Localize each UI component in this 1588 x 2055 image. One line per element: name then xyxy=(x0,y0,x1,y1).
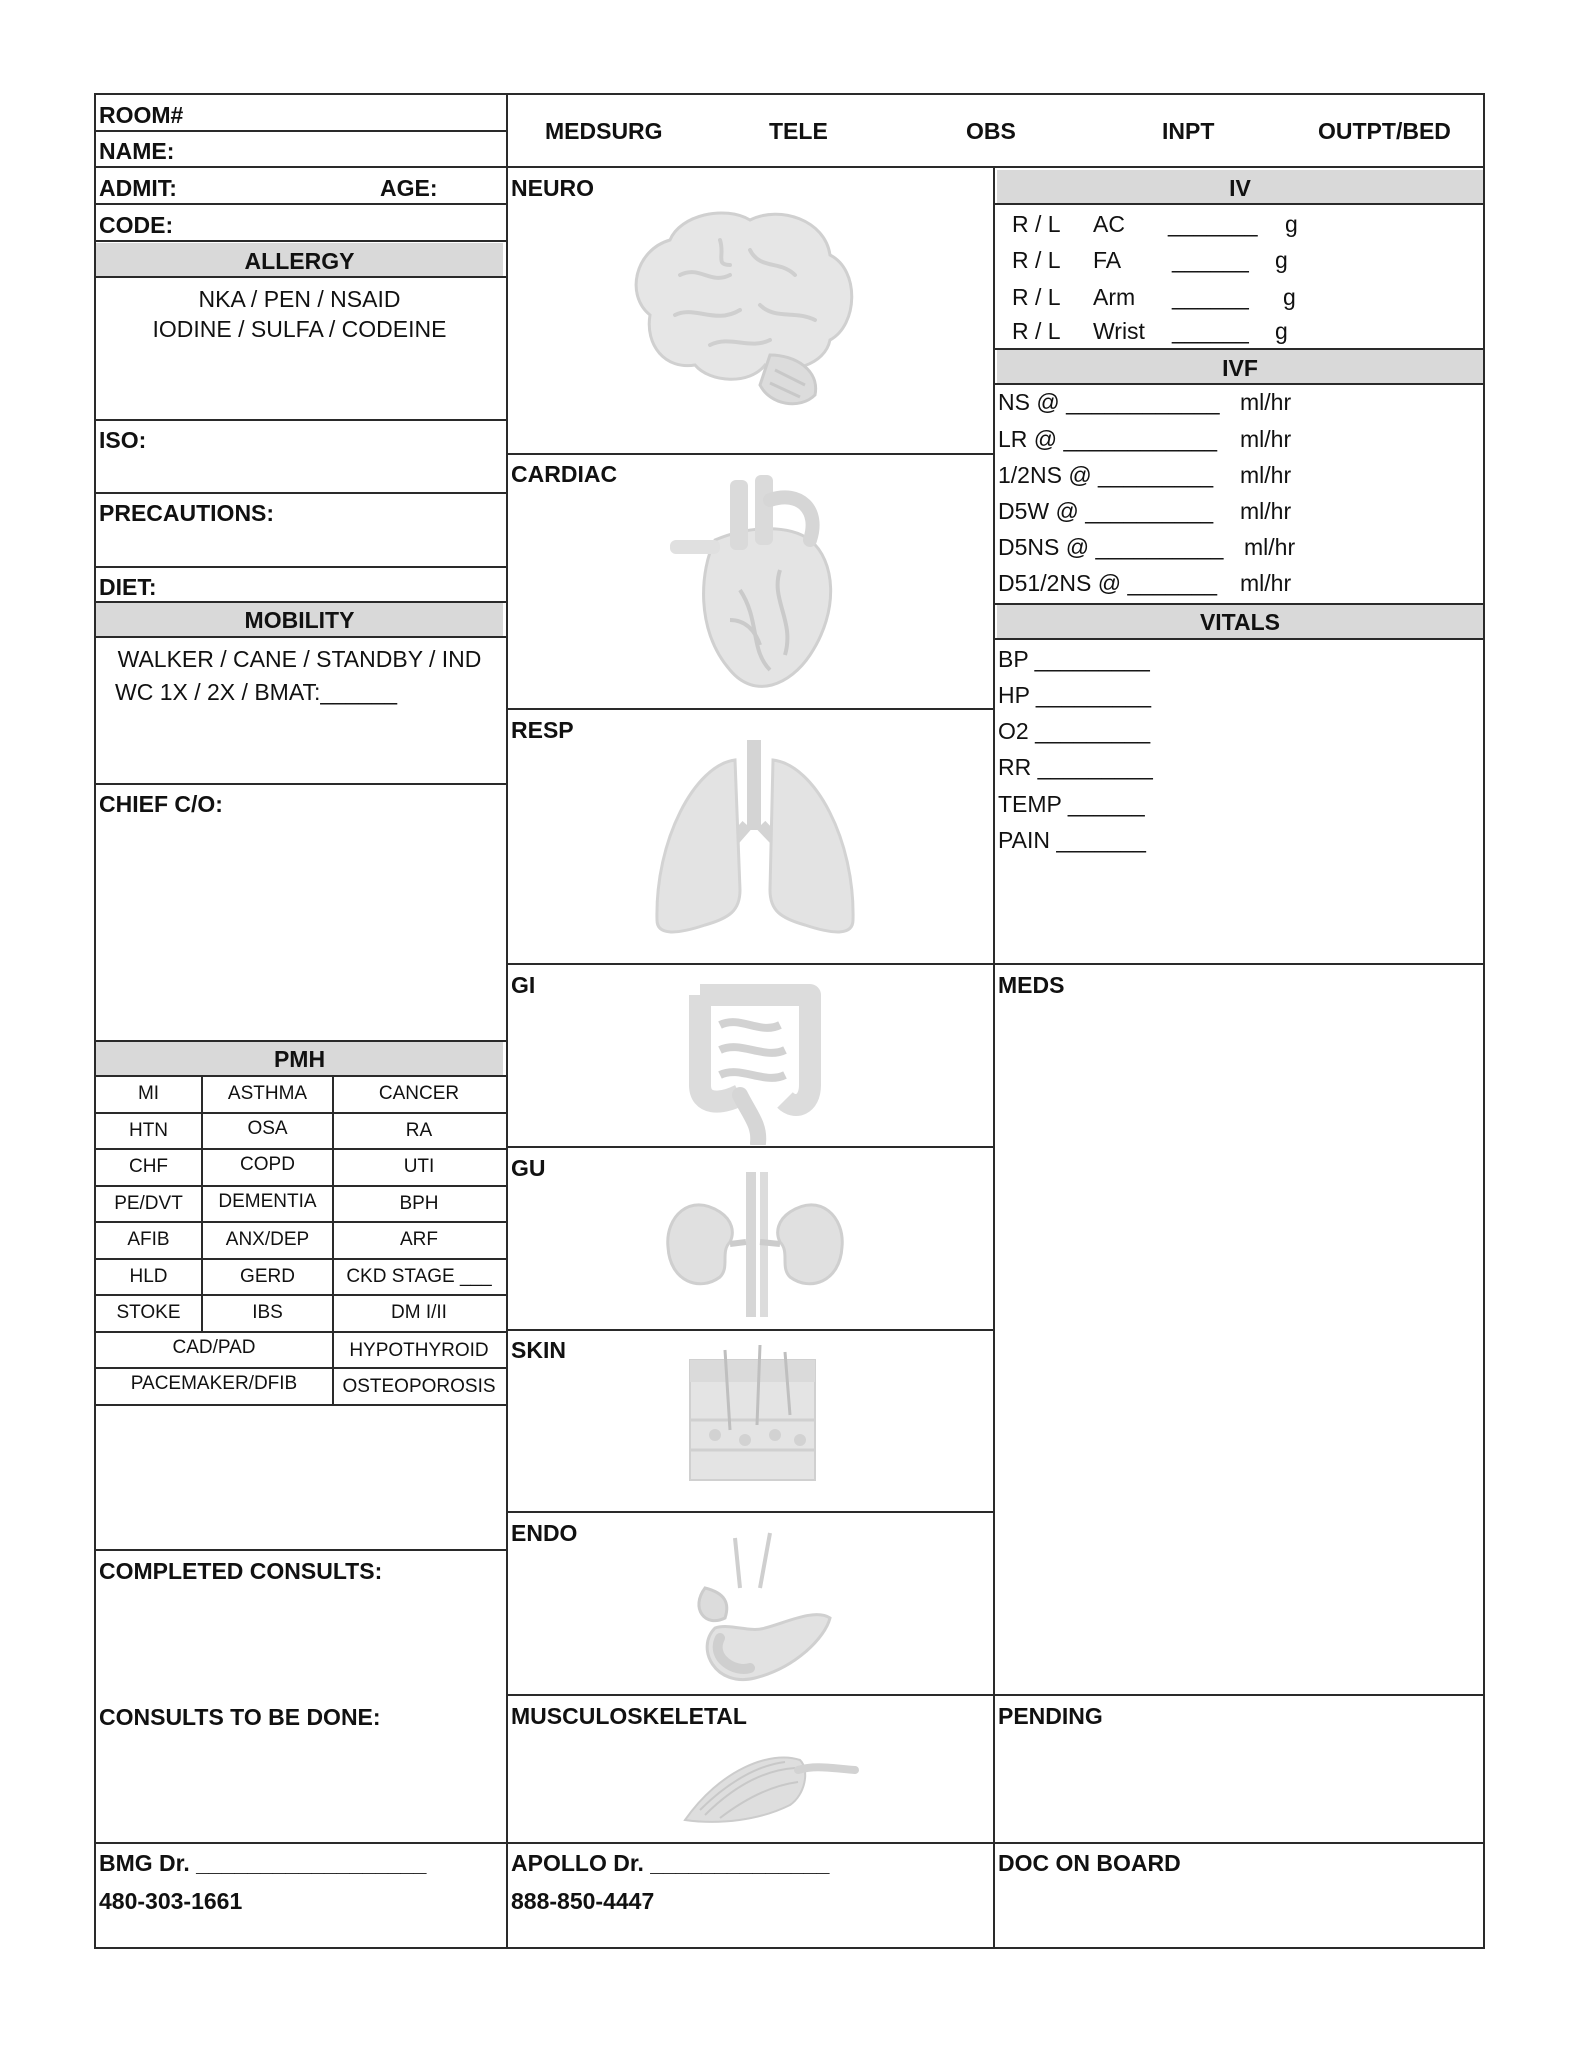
completed-consults-label: COMPLETED CONSULTS: xyxy=(99,1558,383,1584)
gu-end-line xyxy=(506,1329,995,1331)
iv-side: R / L xyxy=(1012,284,1061,310)
pmh-row-line xyxy=(94,1221,506,1223)
iv-side: R / L xyxy=(1012,247,1061,273)
iv-blank: ______ xyxy=(1172,284,1249,310)
vital-o2: O2 _________ xyxy=(998,718,1151,744)
iv-unit: g xyxy=(1275,318,1288,344)
mobility-end-line xyxy=(94,783,506,785)
consults-to-be-done-label: CONSULTS TO BE DONE: xyxy=(99,1704,381,1730)
muscle-icon xyxy=(680,1740,870,1830)
pmh-item: GERD xyxy=(240,1266,295,1287)
kidneys-icon xyxy=(660,1172,850,1317)
pmh-item: STOKE xyxy=(116,1302,181,1323)
admit-label: ADMIT: xyxy=(99,175,177,201)
vital-temp: TEMP ______ xyxy=(998,791,1145,817)
iv-site: Arm xyxy=(1093,284,1136,310)
ivf-unit: ml/hr xyxy=(1240,426,1292,452)
ivf-end-line xyxy=(993,603,1485,605)
divider-left xyxy=(506,93,508,1949)
vital-hp: HP _________ xyxy=(998,682,1152,708)
vital-rr: RR _________ xyxy=(998,754,1153,780)
pmh-row-line xyxy=(94,1148,506,1150)
pmh-item: RA xyxy=(405,1120,433,1141)
skin-end-line xyxy=(506,1511,995,1513)
gi-label: GI xyxy=(511,972,536,998)
pmh-item: CKD STAGE ___ xyxy=(346,1266,492,1287)
ivf-fluid: NS @ ____________ xyxy=(998,389,1220,415)
iso-end-line xyxy=(94,492,506,494)
iso-label: ISO: xyxy=(99,427,147,453)
pmh-item: MI xyxy=(137,1083,160,1104)
pmh-row-line xyxy=(94,1294,506,1296)
pmh-item: HTN xyxy=(128,1120,169,1141)
iv-end-line xyxy=(993,348,1485,350)
allergy-options-2: IODINE / SULFA / CODEINE xyxy=(152,316,447,342)
pmh-item: ANX/DEP xyxy=(225,1229,310,1250)
ivf-line xyxy=(993,383,1485,385)
resp-end-line xyxy=(506,963,1485,965)
pending-label: PENDING xyxy=(998,1703,1103,1729)
unit-inpt: INPT xyxy=(1162,118,1215,144)
vital-bp: BP _________ xyxy=(998,646,1150,672)
meds-label: MEDS xyxy=(998,972,1065,998)
unit-outpt-bed: OUTPT/BED xyxy=(1318,118,1451,144)
doc-on-board-label: DOC ON BOARD xyxy=(998,1850,1181,1876)
pmh-item: IBS xyxy=(252,1302,283,1323)
neuro-label: NEURO xyxy=(511,175,595,201)
name-line xyxy=(94,166,506,168)
iv-line xyxy=(993,203,1485,205)
ivf-fluid: D5W @ __________ xyxy=(998,498,1214,524)
pmh-item: BPH xyxy=(399,1193,439,1214)
chief-end-line xyxy=(94,1040,506,1042)
iv-blank: _______ xyxy=(1168,211,1258,237)
ivf-fluid: LR @ ____________ xyxy=(998,426,1218,452)
precautions-end-line xyxy=(94,566,506,568)
iv-site: Wrist xyxy=(1093,318,1145,344)
bmg-phone: 480-303-1661 xyxy=(99,1888,243,1914)
brain-icon xyxy=(620,205,860,415)
pmh-row-line xyxy=(94,1112,506,1114)
footer-line-left xyxy=(94,1842,506,1844)
diet-label: DIET: xyxy=(99,574,157,600)
allergy-end-line xyxy=(94,419,506,421)
neuro-end-line xyxy=(506,453,995,455)
mobility-options-1: WALKER / CANE / STANDBY / IND xyxy=(117,646,482,672)
pmh-row-line xyxy=(94,1258,506,1260)
apollo-doctor-label: APOLLO Dr. ______________ xyxy=(511,1850,830,1876)
pmh-item: AFIB xyxy=(127,1229,170,1250)
pancreas-icon xyxy=(675,1528,835,1688)
code-line xyxy=(94,240,506,242)
pmh-title: PMH xyxy=(273,1046,326,1072)
code-label: CODE: xyxy=(99,212,174,238)
pmh-item: PE/DVT xyxy=(114,1193,183,1214)
unit-obs: OBS xyxy=(966,118,1016,144)
chief-complaint-label: CHIEF C/O: xyxy=(99,791,223,817)
iv-side: R / L xyxy=(1012,318,1061,344)
allergy-options-1: NKA / PEN / NSAID xyxy=(198,286,401,312)
ivf-unit: ml/hr xyxy=(1240,462,1292,488)
pmh-item: CHF xyxy=(128,1156,169,1177)
musculoskeletal-label: MUSCULOSKELETAL xyxy=(511,1703,747,1729)
footer-line-mid xyxy=(506,1842,1485,1844)
vitals-line xyxy=(993,638,1485,640)
pmh-item: CAD/PAD xyxy=(172,1337,256,1358)
header-row-line xyxy=(506,166,1485,168)
pmh-item: OSTEOPOROSIS xyxy=(342,1376,496,1397)
age-label: AGE: xyxy=(380,175,438,201)
iv-unit: g xyxy=(1283,284,1296,310)
pmh-line xyxy=(94,1075,506,1077)
admit-line xyxy=(94,203,506,205)
vital-pain: PAIN _______ xyxy=(998,827,1146,853)
name-label: NAME: xyxy=(99,138,175,164)
iv-side: R / L xyxy=(1012,211,1061,237)
pmh-end-line xyxy=(94,1549,506,1551)
iv-blank: ______ xyxy=(1172,318,1249,344)
pmh-row-line xyxy=(94,1185,506,1187)
ivf-fluid: 1/2NS @ _________ xyxy=(998,462,1214,488)
pmh-item: COPD xyxy=(240,1154,295,1175)
pmh-item: OSA xyxy=(247,1118,288,1139)
mobility-options-2: WC 1X / 2X / BMAT:______ xyxy=(115,679,398,705)
ivf-unit: ml/hr xyxy=(1240,389,1292,415)
pmh-row-line xyxy=(94,1331,506,1333)
pmh-item: CANCER xyxy=(378,1083,460,1104)
pmh-row-line xyxy=(94,1367,506,1369)
divider-right xyxy=(993,168,995,1949)
skin-label: SKIN xyxy=(511,1337,566,1363)
endo-label: ENDO xyxy=(511,1520,578,1546)
vitals-title: VITALS xyxy=(1199,609,1281,635)
mobility-title: MOBILITY xyxy=(244,607,355,633)
diet-end-line xyxy=(94,601,506,603)
room-line xyxy=(94,130,506,132)
skin-icon xyxy=(685,1340,825,1490)
allergy-line xyxy=(94,276,506,278)
gi-end-line xyxy=(506,1146,995,1148)
ivf-unit: ml/hr xyxy=(1244,534,1296,560)
room-label: ROOM# xyxy=(99,102,184,128)
bmg-doctor-label: BMG Dr. __________________ xyxy=(99,1850,427,1876)
cardiac-label: CARDIAC xyxy=(511,461,618,487)
pmh-item: ARF xyxy=(400,1229,438,1250)
pmh-item: DEMENTIA xyxy=(218,1191,317,1212)
pmh-item: HLD xyxy=(129,1266,168,1287)
iv-unit: g xyxy=(1275,247,1288,273)
resp-label: RESP xyxy=(511,717,574,743)
unit-tele: TELE xyxy=(769,118,828,144)
pmh-item: HYPOTHYROID xyxy=(349,1340,489,1361)
apollo-phone: 888-850-4447 xyxy=(511,1888,655,1914)
unit-medsurg: MEDSURG xyxy=(545,118,663,144)
pmh-row-line xyxy=(94,1404,506,1406)
pmh-item: UTI xyxy=(403,1156,435,1177)
ivf-title: IVF xyxy=(1222,355,1258,381)
iv-unit: g xyxy=(1285,211,1298,237)
gu-label: GU xyxy=(511,1155,546,1181)
iv-site: AC xyxy=(1093,211,1125,237)
intestine-icon xyxy=(680,975,830,1145)
precautions-label: PRECAUTIONS: xyxy=(99,500,275,526)
allergy-title: ALLERGY xyxy=(244,248,355,274)
endo-end-line xyxy=(506,1694,1485,1696)
iv-blank: ______ xyxy=(1172,247,1249,273)
ivf-unit: ml/hr xyxy=(1240,498,1292,524)
ivf-fluid: D51/2NS @ _______ xyxy=(998,570,1217,596)
pmh-item: PACEMAKER/DFIB xyxy=(130,1373,298,1394)
mobility-line xyxy=(94,636,506,638)
ivf-fluid: D5NS @ __________ xyxy=(998,534,1224,560)
lungs-icon xyxy=(645,740,865,940)
cardiac-end-line xyxy=(506,708,995,710)
iv-title: IV xyxy=(1229,175,1251,201)
ivf-unit: ml/hr xyxy=(1240,570,1292,596)
heart-icon xyxy=(660,470,850,700)
pmh-item: DM I/II xyxy=(391,1302,447,1323)
pmh-item: ASTHMA xyxy=(227,1083,308,1104)
iv-site: FA xyxy=(1093,247,1122,273)
